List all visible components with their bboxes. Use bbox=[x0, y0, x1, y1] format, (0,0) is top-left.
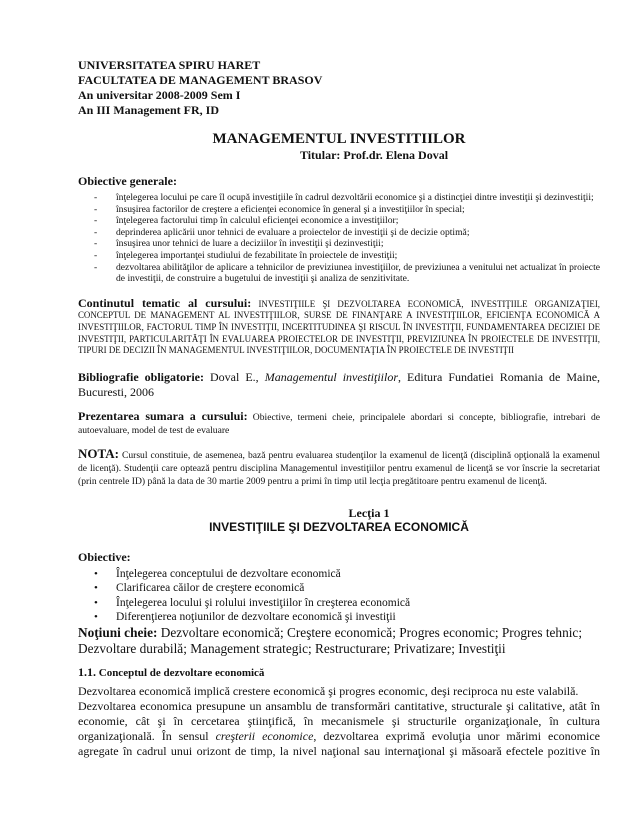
summary-label: Prezentarea sumara a cursului: bbox=[78, 408, 248, 423]
dash-marker: - bbox=[94, 192, 98, 203]
lesson-objective-text: Înţelegerea locului şi rolului investiţiilor în creşterea economică bbox=[116, 596, 411, 609]
bullet-marker: • bbox=[94, 582, 98, 595]
university-name: UNIVERSITATEA SPIRU HARET bbox=[78, 58, 261, 72]
key-notions bbox=[78, 625, 600, 657]
dash-marker: - bbox=[94, 238, 98, 250]
objective-text: dezvoltarea abilităţilor de aplicare a tehnicilor de previziunea investiţiilor, de previziunea a venitului net actualizat în proiecte de investiţii, de construire a bugetului de investiţii şi analiza de senzitivitate. bbox=[116, 261, 600, 285]
document-page bbox=[78, 58, 600, 759]
bibliography-label: Bibliografie obligatorie: bbox=[78, 369, 204, 384]
dash-marker: - bbox=[94, 215, 98, 227]
objective-text: înţelegerea importanţei studiului de fezabilitate în proiectele de investiţii; bbox=[116, 249, 398, 261]
paragraph-line: Dezvoltarea economica presupune un ansamblu de transformări cantitative, structurale şi calitative, atât în bbox=[78, 698, 600, 713]
lesson-title: INVESTIŢIILE ŞI DEZVOLTAREA ECONOMICĂ bbox=[209, 519, 469, 534]
objectives-list bbox=[78, 192, 600, 285]
academic-year: An universitar 2008-2009 Sem I bbox=[78, 88, 241, 102]
lesson-objectives-label: Obiective: bbox=[78, 549, 131, 564]
bullet-marker: • bbox=[94, 596, 98, 609]
list-item bbox=[78, 262, 600, 285]
key-notions-label: Noţiuni cheie: bbox=[78, 624, 158, 640]
lesson-objective-text: Clarificarea căilor de creştere economică bbox=[116, 582, 305, 595]
dash-marker: - bbox=[94, 249, 98, 261]
summary-text: Obiective, termeni cheie, principalele abordari si concepte, bibliografie, intrebari de autoevaluare, model de test de evaluare bbox=[78, 411, 601, 436]
objective-text: înţelegerea locului pe care îl ocupă investiţiile în cadrul dezvoltării economice şi a distincţiei dintre investiţii şi dezinvestiţii; bbox=[116, 192, 594, 203]
study-program: An III Management FR, ID bbox=[78, 103, 219, 117]
paragraph-fragment: , dezvoltarea exprimă evoluţia unor mărimi economice bbox=[313, 728, 600, 743]
lesson-objectives-list bbox=[78, 567, 600, 625]
list-item bbox=[78, 227, 600, 239]
course-title: MANAGEMENTUL INVESTITIILOR bbox=[212, 131, 466, 147]
list-item bbox=[78, 581, 600, 596]
content-label: Continutul tematic al cursului: bbox=[78, 295, 252, 310]
paragraph-fragment: organizaţională. În sensul bbox=[78, 728, 216, 743]
list-item bbox=[78, 567, 600, 582]
objective-text: însuşirea factorilor de creştere a eficienţei economice în general şi a investiţiilor în special; bbox=[116, 203, 465, 215]
section-paragraph bbox=[78, 684, 600, 759]
lesson-objective-text: Diferenţierea noţiunilor de dezvoltare economică şi investiţii bbox=[116, 611, 396, 624]
dash-marker: - bbox=[94, 261, 98, 273]
list-item bbox=[78, 610, 600, 625]
bibliography-book: Managementul investiţiilor bbox=[264, 369, 399, 384]
paragraph-line: economie, cât şi în cercetarea ştiinţifică, în mecanismele şi structurile organizaţionale, în cultura bbox=[78, 713, 600, 728]
key-notions-text: Dezvoltare economică; Creştere economică; Progres economic; Progres tehnic; Dezvoltare durabilă; Management strategic; Restructurare; Privatizare; Investiţii bbox=[78, 624, 583, 656]
bullet-marker: • bbox=[94, 611, 98, 624]
objective-text: însuşirea unor tehnici de luare a deciziilor în investiţii şi dezinvestiţii; bbox=[116, 238, 384, 250]
bibliography-rest: , Editura Fundatiei Romania de Maine, Bucuresti, 2006 bbox=[78, 369, 601, 399]
dash-marker: - bbox=[94, 203, 98, 215]
note-text: Cursul constituie, de asemenea, bază pentru evaluarea studenţilor la examenul de licenţă (disciplină opţională la examenul de licenţă). Studenţii care optează pentru disciplina Managementul investiţiilor pentru examenul de licenţă se vor înscrie la secretariat (prin centrele ID) până la data de 30 martie 2009 pentru a primi în timp util lecţia pregătitoare pentru examenul de licenţă. bbox=[78, 449, 600, 487]
section-heading bbox=[78, 666, 600, 680]
section-number: 1.1. bbox=[78, 664, 96, 679]
note-label: NOTA: bbox=[78, 445, 119, 461]
list-item bbox=[78, 215, 600, 227]
paragraph-italic-term: creşterii economice bbox=[215, 728, 314, 743]
course-content bbox=[78, 295, 601, 357]
general-objectives bbox=[78, 174, 600, 285]
lesson-objective-text: Înţelegerea conceptului de dezvoltare economică bbox=[116, 567, 341, 580]
objective-text: înţelegerea factorului timp în calculul eficienţei economice a investiţiilor; bbox=[116, 215, 399, 227]
objectives-label: Obiective generale: bbox=[78, 174, 177, 188]
list-item bbox=[78, 192, 600, 204]
list-item bbox=[78, 250, 600, 262]
list-item bbox=[78, 238, 600, 250]
paragraph-line bbox=[78, 729, 600, 744]
bullet-marker: • bbox=[94, 567, 98, 580]
bibliography-author: Doval E., bbox=[210, 369, 259, 384]
bibliography bbox=[78, 370, 600, 400]
header-block bbox=[78, 58, 600, 118]
course-summary bbox=[78, 410, 600, 437]
lesson-number: Lecţia 1 bbox=[348, 505, 390, 520]
paragraph-line: agregate în cadrul unui orizont de timp, la nivel naţional sau internaţional şi măsoară efectele pozitive în bbox=[78, 743, 600, 758]
objective-text: deprinderea aplicării unor tehnici de evaluare a proiectelor de investiţii şi de decizie optimă; bbox=[116, 226, 470, 238]
list-item bbox=[78, 204, 600, 216]
content-text: INVESTIŢIILE ŞI DEZVOLTAREA ECONOMICĂ, INVESTIŢIILE ORGANIZAŢIEI, CONCEPTUL DE MANAGEMENT AL INVESTIŢIILOR, SURSE DE FINANŢARE A INVESTIŢIILOR, EFICIENŢA ECONOMICĂ A INVESTIŢIILOR, FACTORUL TIMP ÎN INVESTIŢII, INCERTITUDINEA ŞI RISCUL ÎN INVESTIŢII, FUNDAMENTAREA DECIZIEI DE INVESTIŢII, PARTICULARITĂŢI ÎN EVALUAREA PROIECTELOR DE INVESTIŢII, PREVIZIUNEA ÎN PROIECTELE DE INVESTIŢII, TIPURI DE DECIZII ÎN MANAGEMENTUL INVESTIŢIILOR, DOCUMENTAŢIA ÎN PROIECTELE DE INVESTIŢII bbox=[78, 298, 601, 356]
section-title: Conceptul de dezvoltare economică bbox=[98, 666, 265, 679]
list-item bbox=[78, 596, 600, 611]
dash-marker: - bbox=[94, 226, 98, 238]
paragraph-line: Dezvoltarea economică implică crestere economică şi progres economic, deşi reciproca nu este valabilă. bbox=[78, 683, 579, 698]
faculty-name: FACULTATEA DE MANAGEMENT BRASOV bbox=[78, 73, 323, 87]
course-holder: Titular: Prof.dr. Elena Doval bbox=[299, 148, 449, 162]
note bbox=[78, 447, 600, 488]
